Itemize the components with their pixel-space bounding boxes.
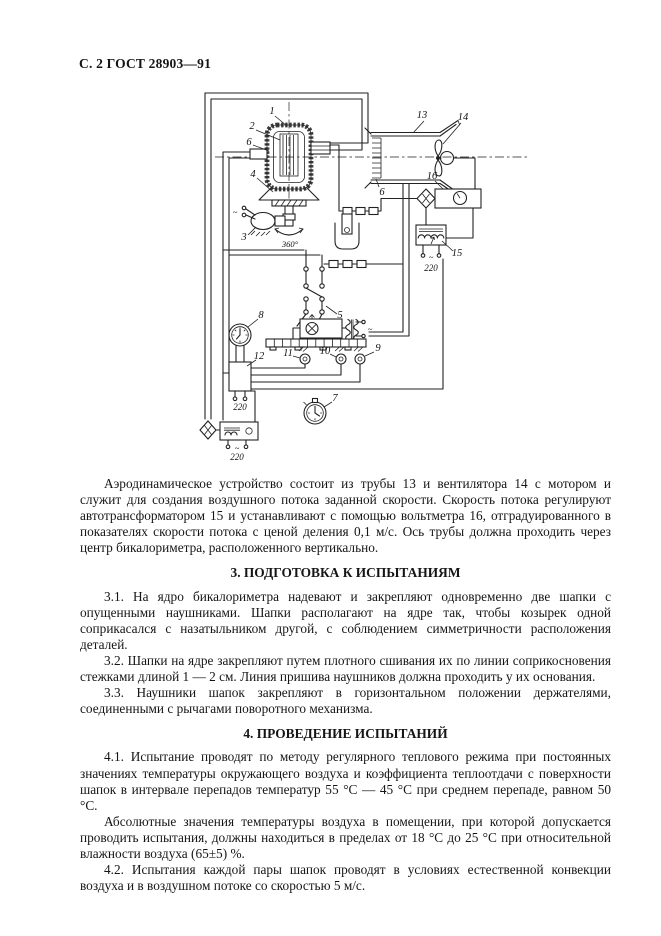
figure-label-voltmeter: 16 — [426, 171, 438, 182]
page-header: С. 2 ГОСТ 28903—91 — [79, 56, 212, 71]
cold-junction-flask — [324, 145, 417, 336]
ac-symbol-supply: ~ — [234, 443, 240, 453]
figure-label-core-top: 1 — [269, 106, 275, 117]
paragraph-3-1: 3.1. На ядро бикалориметра надевают и закрепляют одновременно две шапки с опущенными наушниками. Шапки располагают на ядре так, чтобы козырек одной соприкасался с назатыльником другой, с соблюдением симметричности расположения деталей. — [80, 588, 611, 652]
figure-label-mains-fan: 220 — [424, 263, 438, 273]
document-body — [80, 476, 611, 894]
scale-bar — [266, 339, 366, 350]
figure-label-switch: 5 — [337, 310, 343, 321]
figure-label-rotation: 360° — [281, 239, 299, 249]
power-supply-unit — [200, 391, 258, 449]
lamp-and-transformer — [293, 315, 365, 341]
figure-label-stand: 4 — [250, 169, 256, 180]
figure-label-stopwatch: 7 — [332, 393, 338, 404]
paragraph-4-1: 4.1. Испытание проводят по методу регулярного теплового режима при постоянных значениях температуры окружающего воздуха и коэффициента теплоотдачи с поверхности шапок в интервале перепадов температур 55 °С — 45 °С при среднем перепаде, равном 50 °С. — [80, 749, 611, 813]
paragraph-3-3: 3.3. Наушники шапок закрепляют в горизонтальном положении держателями, соединенными с рычагами поворотного механизма. — [80, 685, 611, 717]
figure-label-core: 2 — [249, 121, 255, 132]
figure-label-autotransformer: 15 — [451, 248, 463, 259]
figure-label-shell: 6 — [246, 137, 252, 148]
figure-wiring-diagram — [193, 88, 607, 470]
fan — [435, 140, 475, 189]
section-4-heading: 4. ПРОВЕДЕНИЕ ИСПЫТАНИЙ — [243, 726, 448, 742]
ac-symbol-motor: ~ — [232, 207, 238, 217]
figure-label-mains-box: 220 — [233, 402, 247, 412]
section-3-heading: 3. ПОДГОТОВКА К ИСПЫТАНИЯМ — [230, 565, 461, 581]
ac-symbol-fan: ~ — [428, 252, 434, 262]
figure-label-mains-supply: 220 — [230, 452, 244, 462]
figure-label-control-box: 12 — [253, 351, 265, 362]
pressure-gauge — [229, 324, 251, 362]
aerodynamic-tube — [365, 121, 460, 196]
figure-label-fan: 14 — [457, 112, 469, 123]
wiring-diagram-svg — [193, 88, 607, 470]
paragraph-aerodynamic-device: Аэродинамическое устройство состоит из трубы 13 и вентилятора 14 с мотором и служит для создания воздушного потока заданной скорости. Скорость потока регулируют автотрансформатором 15 и устанавливают с помощью вольтметра 16, отградуированного в показателях скорости потока с ценой деления 0,1 м/с. Ось трубы должна проходить через центр бикалориметра, расположенного вертикально. — [80, 476, 611, 556]
figure-label-motor: 3 — [241, 232, 247, 243]
figure-label-knob-mid: 10 — [319, 346, 331, 357]
ac-symbol-lamp: ~ — [367, 324, 373, 334]
paragraph-4-1-absolute: Абсолютные значения температуры воздуха в помещении, при которой допускается проводить испытания, должны находиться в пределах от 18 °С до 25 °С при относительной влажности воздуха (65±5) %. — [80, 813, 611, 861]
paragraph-3-2: 3.2. Шапки на ядре закрепляют путем плотного сшивания их по линии соприкосновения стежками длиной 1 — 2 см. Линия пришива наушников должна проходить у их основания. — [80, 652, 611, 685]
stopwatch — [304, 399, 327, 425]
figure-label-tube: 13 — [416, 110, 428, 121]
figure-label-gauge: 8 — [258, 310, 264, 321]
figure-label-honeycomb: 6 — [379, 187, 385, 198]
paragraph-4-2: 4.2. Испытания каждой пары шапок проводят в условиях естественной конвекции воздуха и в воздушном потоке со скоростью 5 м/с. — [80, 862, 611, 894]
figure-label-knob-right: 9 — [375, 343, 381, 354]
bicalorimeter-vessel — [250, 125, 330, 226]
figure-label-knob-left: 11 — [283, 348, 293, 359]
